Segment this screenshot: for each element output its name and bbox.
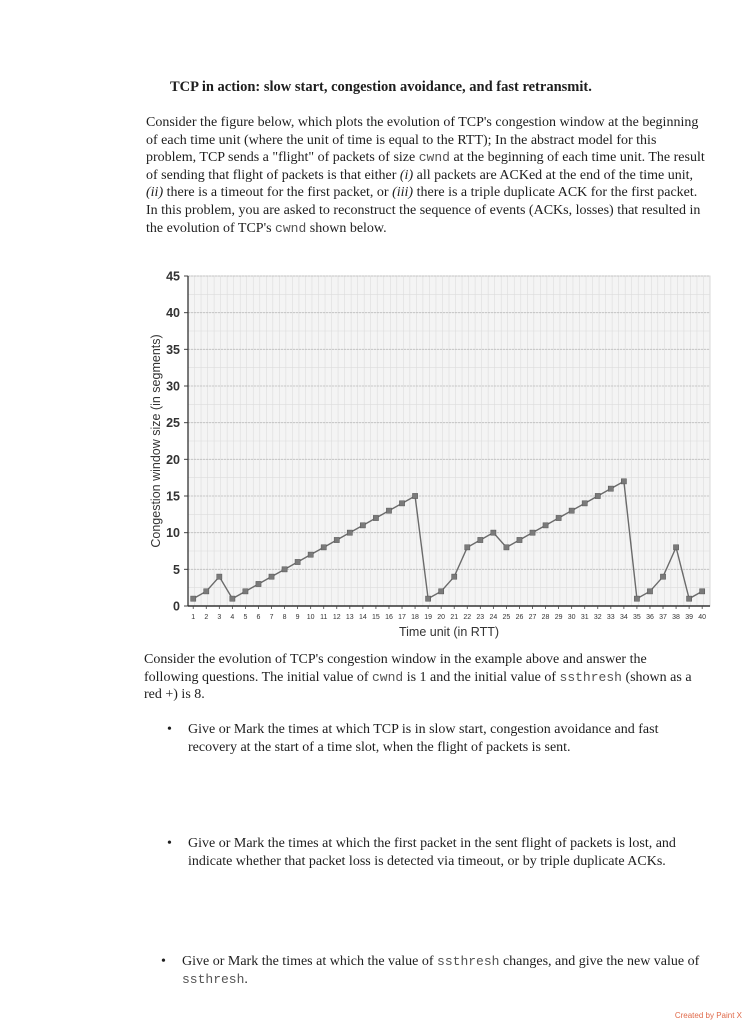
cwnd-data-point	[673, 545, 678, 550]
x-tick-label: 37	[659, 614, 667, 621]
cwnd-data-point	[230, 596, 235, 601]
cwnd-data-point	[426, 596, 431, 601]
cwnd-data-point	[295, 559, 300, 564]
x-tick-label: 26	[515, 614, 524, 621]
cwnd-data-point	[399, 501, 404, 506]
y-tick-label: 0	[173, 599, 180, 614]
y-tick-label: 35	[166, 342, 180, 357]
cwnd-code: cwnd	[418, 150, 450, 166]
x-tick-label: 33	[606, 614, 615, 621]
x-tick-label: 6	[256, 614, 261, 621]
cwnd-data-point	[569, 508, 574, 513]
y-tick-label: 10	[166, 526, 180, 541]
cwnd-data-point	[269, 574, 274, 579]
x-tick-label: 9	[295, 614, 300, 621]
followup-paragraph: Consider the evolution of TCP's congestion window in the example above and answer the following questions. The initial value of cwnd is 1 and the initial value of ssthresh (shown as a red +) is 8.	[144, 652, 692, 703]
cwnd-data-point	[621, 479, 626, 484]
x-tick-label: 7	[269, 614, 274, 621]
x-tick-label: 28	[541, 614, 550, 621]
x-tick-label: 2	[204, 614, 209, 621]
watermark: Created by Paint X	[674, 1011, 742, 1020]
cwnd-data-point	[491, 530, 496, 535]
x-tick-label: 4	[230, 614, 235, 621]
cwnd-data-point	[543, 523, 548, 528]
cwnd-data-point	[660, 574, 665, 579]
y-axis-label: Congestion window size (in segments)	[149, 334, 163, 548]
x-tick-label: 12	[332, 614, 341, 621]
cwnd-data-point	[647, 589, 652, 594]
question-1: • Give or Mark the times at which TCP is in slow start, congestion avoidance and fast recovery at the start of a time slot, when the flight of packets is sent.	[167, 722, 659, 755]
x-tick-label: 3	[217, 614, 222, 621]
cwnd-data-point	[334, 537, 339, 542]
x-tick-label: 24	[489, 614, 498, 621]
cwnd-data-point	[386, 508, 391, 513]
cwnd-data-point	[687, 596, 692, 601]
cwnd-data-point	[373, 515, 378, 520]
bullet-icon: •	[167, 722, 172, 737]
x-tick-label: 29	[554, 614, 563, 621]
x-tick-label: 40	[698, 614, 707, 621]
x-tick-label: 17	[398, 614, 406, 621]
cwnd-code: cwnd	[372, 669, 404, 685]
cwnd-data-point	[256, 581, 261, 586]
x-tick-label: 20	[437, 614, 446, 621]
x-tick-label: 15	[372, 614, 380, 621]
x-tick-label: 16	[385, 614, 393, 621]
question-2: • Give or Mark the times at which the first packet in the sent flight of packets is lost, and indicate whether that packet loss is detected via timeout, or by triple duplicate ACKs.	[167, 836, 676, 869]
ssthresh-code: ssthresh	[182, 971, 245, 987]
x-tick-label: 39	[685, 614, 694, 621]
cwnd-data-point	[582, 501, 587, 506]
y-tick-label: 45	[166, 269, 180, 284]
intro-paragraph: Consider the figure below, which plots the evolution of TCP's congestion window at the beginning of each time unit (where the unit of time is equal to the RTT); In the abstract model for this problem, TCP sends a "flight" of packets of size cwnd at the beginning of each time unit. The result of sending that flight of packets is that either (i) all packets are ACKed at the end of the time unit, (ii) there is a timeout for the first packet, or (iii) there is a triple duplicate ACK for the first packet. In this problem, you are asked to reconstruct the sequence of events (ACKs, losses) that resulted in the evolution of TCP's cwnd shown below.	[146, 115, 705, 236]
y-tick-label: 30	[166, 379, 180, 394]
x-tick-label: 30	[567, 614, 576, 621]
bullet-icon: •	[167, 836, 172, 851]
x-tick-label: 38	[672, 614, 680, 621]
cwnd-chart	[140, 262, 715, 647]
x-tick-label: 35	[633, 614, 641, 621]
cwnd-data-point	[360, 523, 365, 528]
cwnd-data-point	[204, 589, 209, 594]
x-tick-label: 14	[358, 614, 367, 621]
cwnd-data-point	[465, 545, 470, 550]
cwnd-data-point	[243, 589, 248, 594]
x-tick-label: 10	[306, 614, 315, 621]
x-tick-label: 1	[191, 614, 196, 621]
x-tick-label: 23	[476, 614, 485, 621]
page-title: TCP in action: slow start, congestion avoidance, and fast retransmit.	[170, 79, 592, 95]
x-tick-label: 21	[450, 614, 459, 621]
cwnd-data-point	[634, 596, 639, 601]
cwnd-data-point	[347, 530, 352, 535]
bullet-icon: •	[161, 954, 166, 969]
x-tick-label: 11	[320, 614, 328, 621]
x-tick-label: 36	[646, 614, 654, 621]
cwnd-data-point	[530, 530, 535, 535]
x-tick-label: 5	[243, 614, 248, 621]
cwnd-data-point	[556, 515, 561, 520]
x-tick-label: 27	[528, 614, 537, 621]
x-tick-label: 13	[345, 614, 354, 621]
x-tick-label: 25	[502, 614, 511, 621]
y-tick-label: 20	[166, 452, 180, 467]
cwnd-code: cwnd	[275, 220, 307, 236]
y-tick-label: 5	[173, 562, 180, 577]
x-tick-label: 22	[463, 614, 472, 621]
cwnd-data-point	[608, 486, 613, 491]
cwnd-data-point	[595, 493, 600, 498]
ssthresh-code: ssthresh	[437, 954, 500, 969]
x-tick-label: 18	[411, 614, 419, 621]
cwnd-data-point	[191, 596, 196, 601]
x-tick-label: 31	[580, 614, 589, 621]
cwnd-data-point	[308, 552, 313, 557]
ssthresh-code: ssthresh	[559, 669, 622, 685]
cwnd-data-point	[412, 493, 417, 498]
cwnd-data-point	[217, 574, 222, 579]
cwnd-data-point	[282, 567, 287, 572]
x-axis-label: Time unit (in RTT)	[398, 625, 500, 639]
x-tick-label: 8	[282, 614, 287, 621]
x-tick-label: 19	[424, 614, 433, 621]
cwnd-data-point	[321, 545, 326, 550]
cwnd-data-point	[478, 537, 483, 542]
question-3: • Give or Mark the times at which the value of ssthresh changes, and give the new value of ssthresh.	[161, 954, 700, 987]
cwnd-data-point	[517, 537, 522, 542]
y-tick-label: 40	[166, 306, 180, 321]
cwnd-data-point	[504, 545, 509, 550]
x-tick-label: 34	[619, 614, 628, 621]
x-tick-label: 32	[593, 614, 602, 621]
cwnd-data-point	[700, 589, 705, 594]
y-tick-label: 15	[166, 489, 180, 504]
cwnd-data-point	[452, 574, 457, 579]
y-tick-label: 25	[166, 416, 180, 431]
cwnd-data-point	[439, 589, 444, 594]
